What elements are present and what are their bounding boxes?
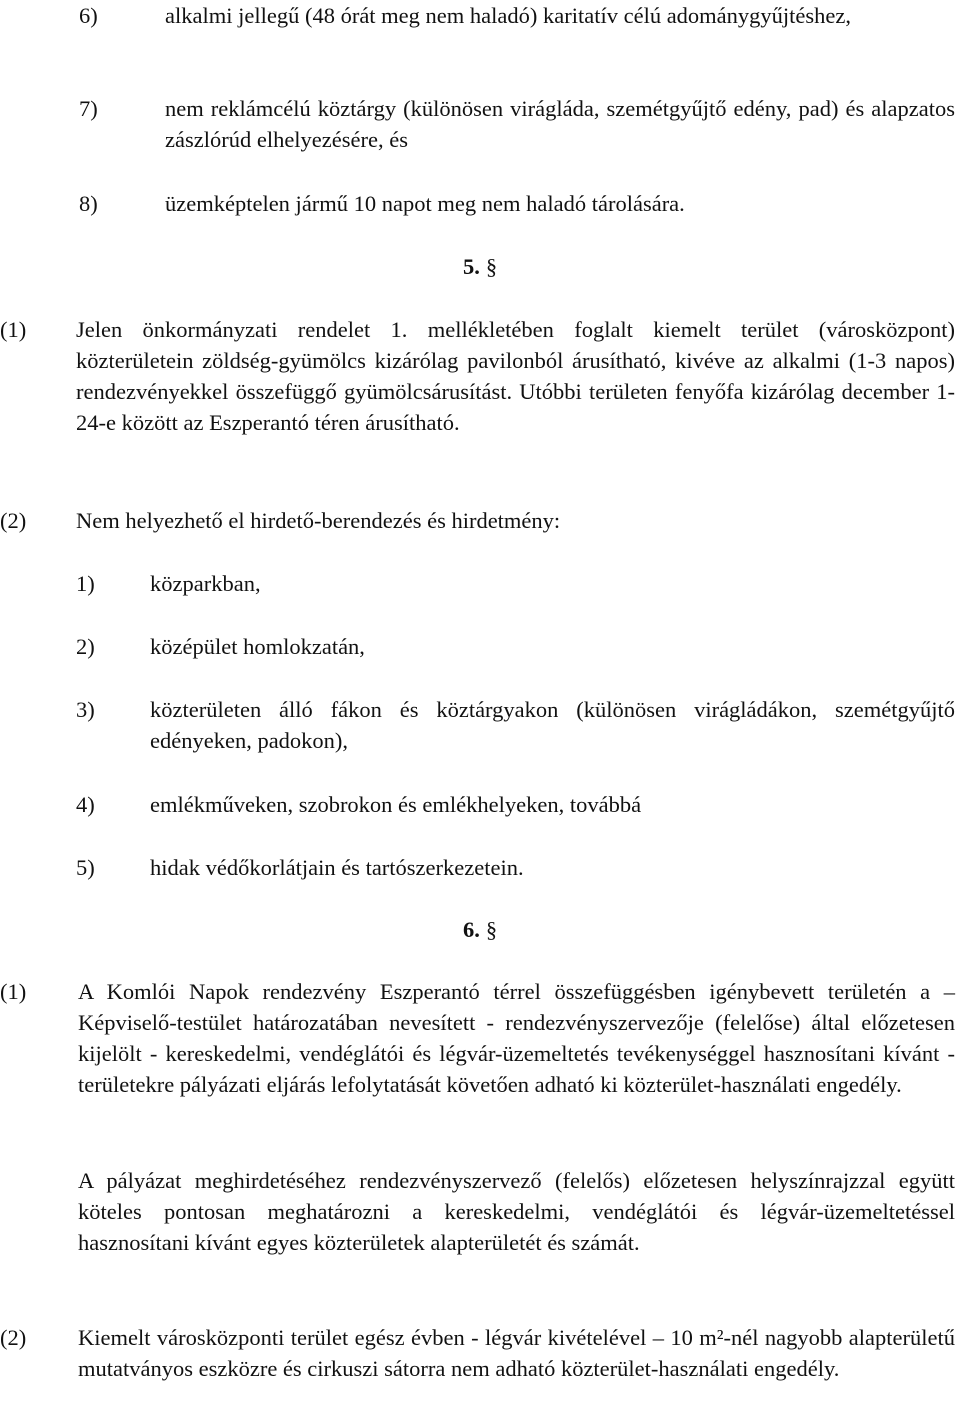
item-text: üzemképtelen jármű 10 napot meg nem haladó tárolására. <box>165 191 685 216</box>
item-number: 7) <box>79 96 98 121</box>
section-sign: § <box>485 917 498 942</box>
paragraph-number: (2) <box>0 1325 27 1350</box>
section-number: 6. <box>462 917 480 942</box>
item-text: hidak védőkorlátjain és tartószerkezetein. <box>150 855 524 880</box>
paragraph-text: Kiemelt városközponti terület egész évben - légvár kivételével – 10 m²-nél nagyobb alapterületű mutatványos eszközre és cirkuszi sátorra nem adható közterület-használati engedély. <box>78 1325 955 1381</box>
item-text: középület homlokzatán, <box>150 634 365 659</box>
item-text: nem reklámcélú köztárgy (különösen virágláda, szemétgyűjtő edény, pad) és alapzatos zászlórúd elhelyezésére, és <box>165 96 955 152</box>
paragraph-text: Nem helyezhető el hirdető-berendezés és hirdetmény: <box>76 508 561 533</box>
section-heading <box>0 914 960 945</box>
item-number: 8) <box>79 191 98 216</box>
paragraph-text: A pályázat meghirdetéséhez rendezvényszervező (felelős) előzetesen helyszínrajzzal együtt köteles pontosan meghatározni a kereskedelmi, vendéglátói és légvár-üzemeltetéssel hasznosítani kívánt egyes közterületek alapterületét és számát. <box>78 1168 955 1255</box>
item-number: 1) <box>76 571 95 596</box>
item-number: 2) <box>76 634 95 659</box>
section-sign: § <box>485 254 498 279</box>
item-text: emlékműveken, szobrokon és emlékhelyeken, továbbá <box>150 792 642 817</box>
paragraph-text: A Komlói Napok rendezvény Eszperantó térrel összefüggésben igénybevett területén a – Képviselő-testület határozatában nevesített - rendezvényszervezője (felelőse) által előzetesen kijelölt - kereskedelmi, vendéglátói és légvár-üzemeltetés tevékenységgel hasznosítani kívánt - területekre pályázati eljárás lefolytatását követően adható ki közterület-használati engedély. <box>78 979 955 1097</box>
item-number: 5) <box>76 855 95 880</box>
section-number: 5. <box>462 254 480 279</box>
section-heading <box>0 251 960 282</box>
item-number: 3) <box>76 697 95 722</box>
item-text: közterületen álló fákon és köztárgyakon (különösen virágládákon, szemétgyűjtő edényeken, padokon), <box>150 697 955 753</box>
paragraph-number: (1) <box>0 979 27 1004</box>
item-text: közparkban, <box>150 571 261 596</box>
item-number: 6) <box>79 3 98 28</box>
item-text: alkalmi jellegű (48 órát meg nem haladó) karitatív célú adománygyűjtéshez, <box>165 3 852 28</box>
paragraph-number: (2) <box>0 508 27 533</box>
paragraph-number: (1) <box>0 317 27 342</box>
item-number: 4) <box>76 792 95 817</box>
paragraph-text: Jelen önkormányzati rendelet 1. mellékletében foglalt kiemelt terület (városközpont) közterületein zöldség-gyümölcs kizárólag pavilonból árusítható, kivéve az alkalmi (1-3 napos) rendezvényekkel összefüggő gyümölcsárusítást. Utóbbi területen fenyőfa kizárólag december 1-24-e között az Eszperantó téren árusítható. <box>76 317 955 435</box>
